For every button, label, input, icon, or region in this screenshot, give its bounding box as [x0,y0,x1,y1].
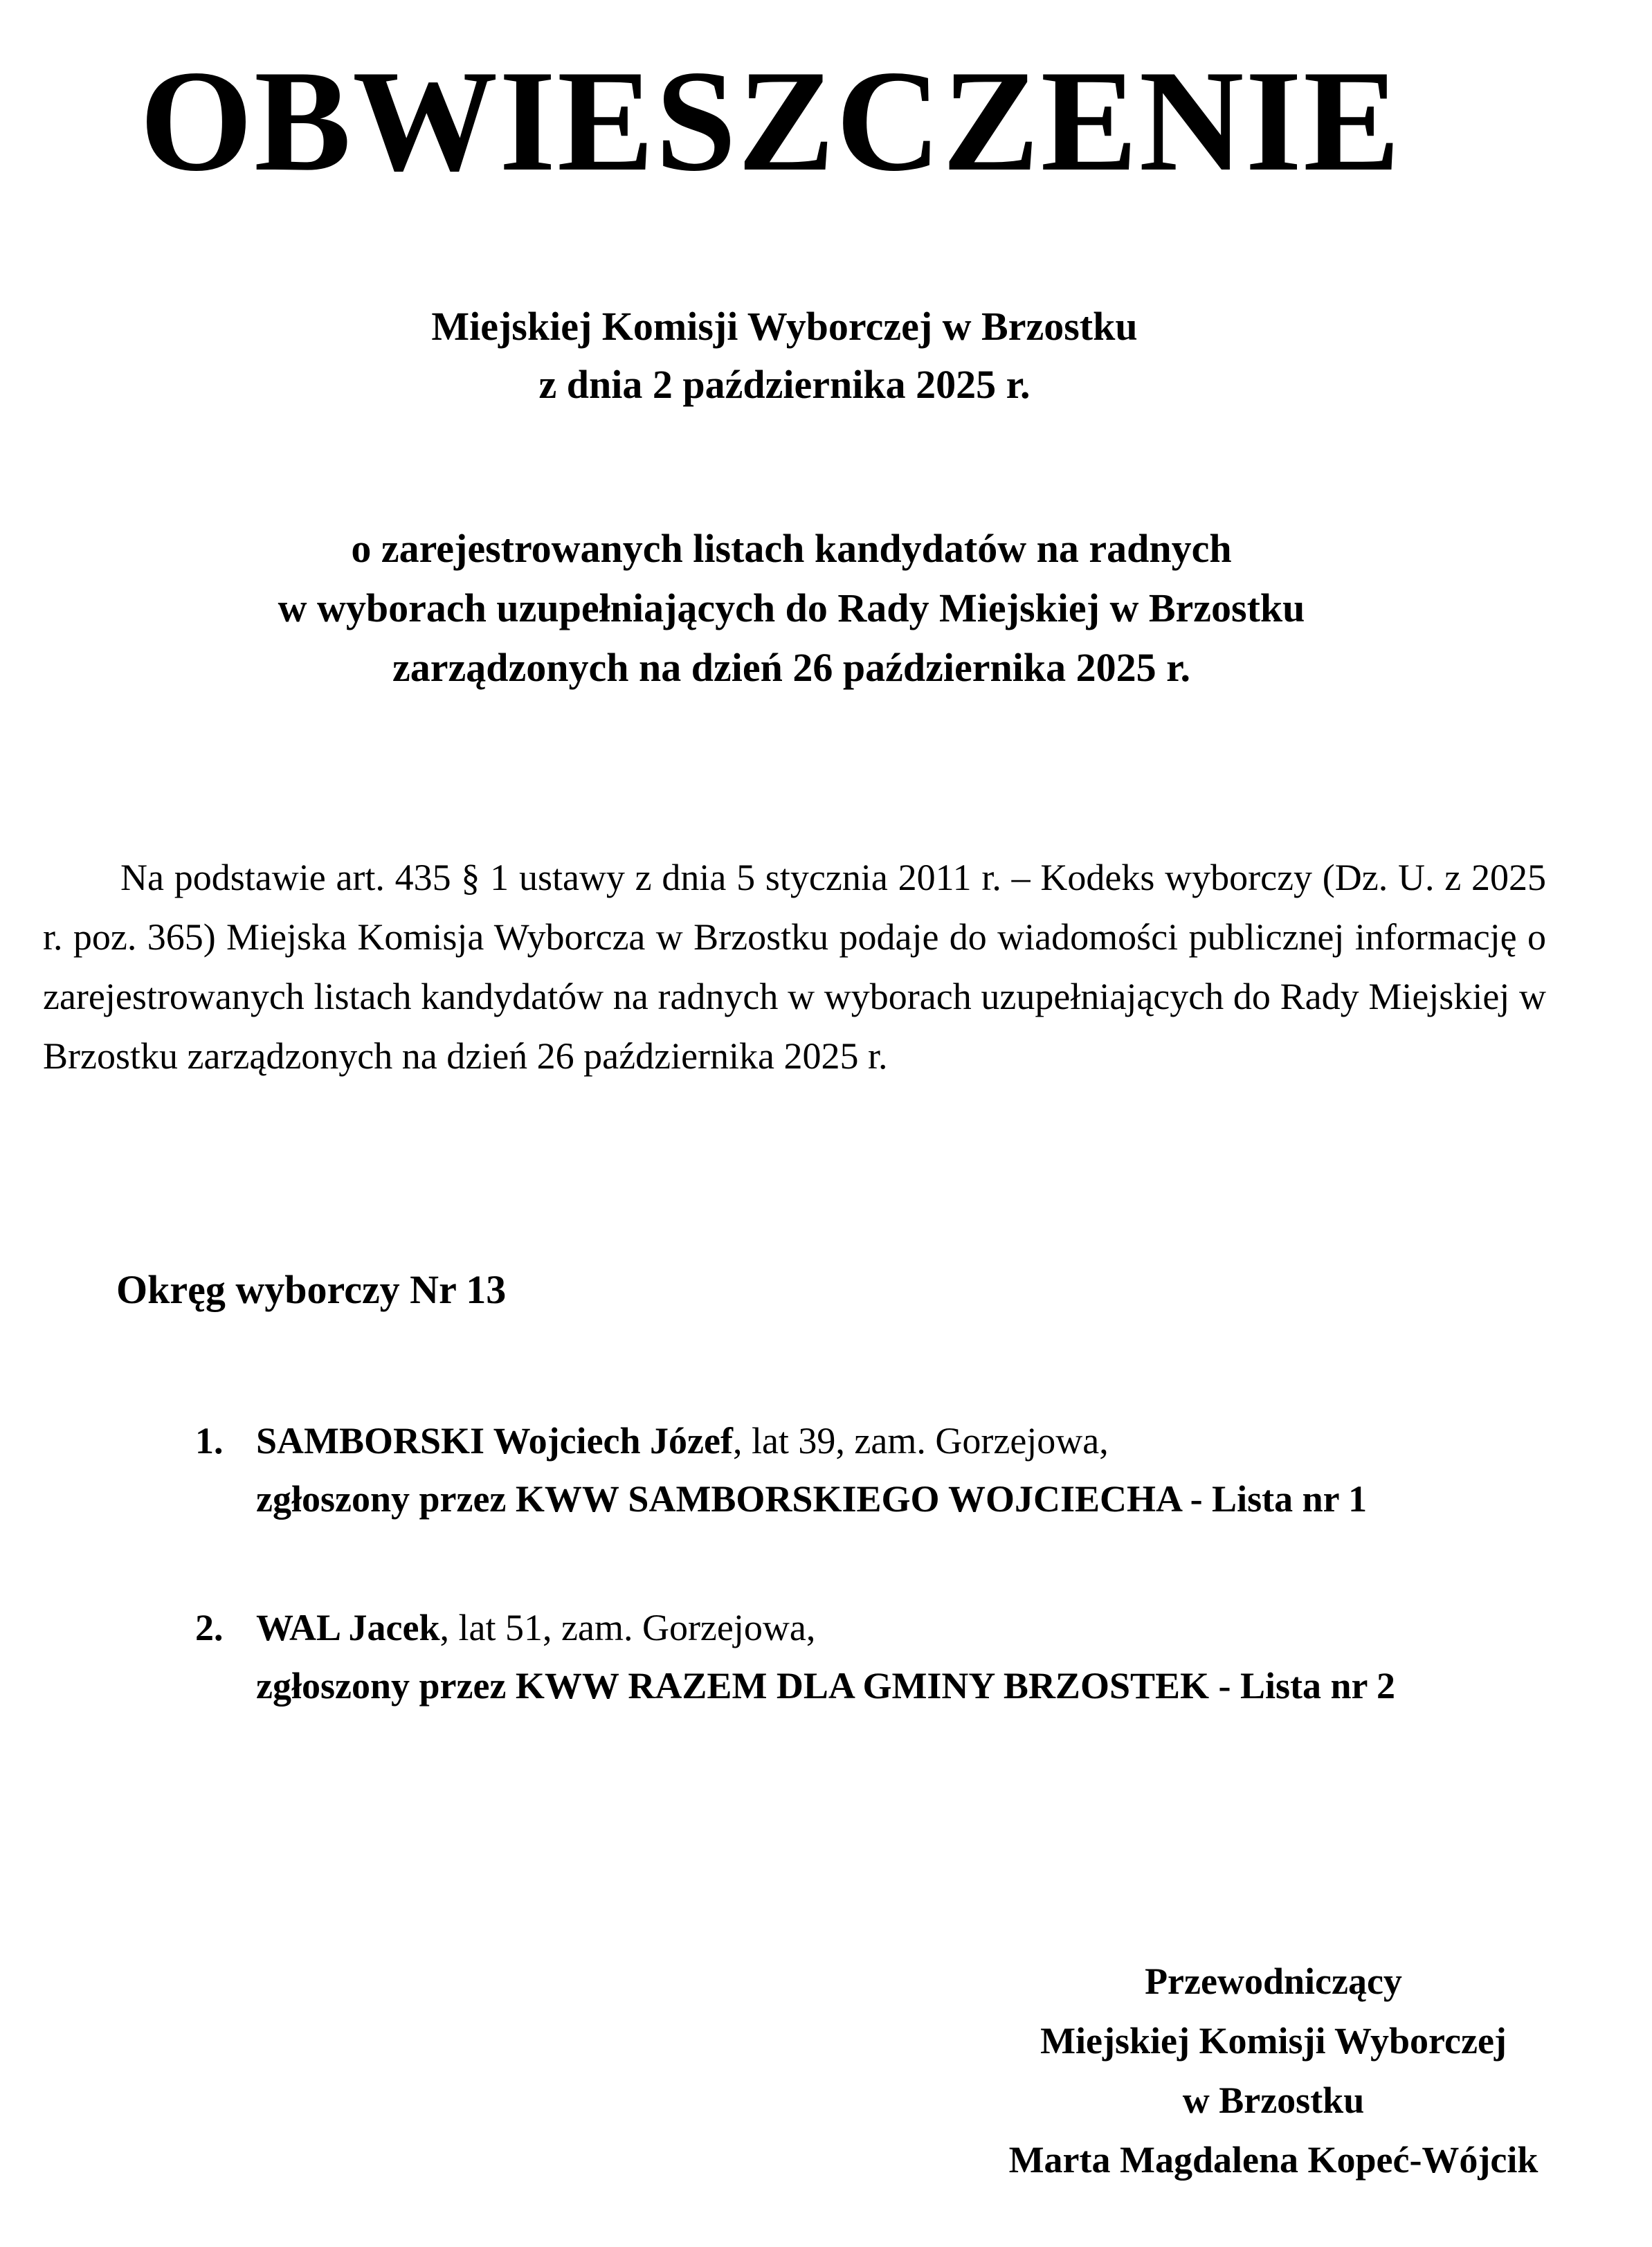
candidate-nominated-by: zgłoszony przez KWW SAMBORSKIEGO WOJCIECHA - Lista nr 1 [256,1478,1368,1520]
subject-line-1: o zarejestrowanych listach kandydatów na radnych [351,526,1232,571]
document-title: OBWIESZCZENIE [139,41,1402,201]
commission-line: Miejskiej Komisji Wyborczej w Brzostku [431,304,1138,349]
signature-body-line-1: Miejskiej Komisji Wyborczej [1040,2020,1507,2062]
candidate-name: WAL Jacek [256,1607,440,1648]
date-line: z dnia 2 października 2025 r. [538,362,1031,407]
signature-name: Marta Magdalena Kopeć-Wójcik [1008,2139,1538,2181]
district-heading: Okręg wyborczy Nr 13 [116,1267,507,1312]
candidate-number: 2. [195,1607,224,1648]
signature-body-line-2: w Brzostku [1182,2080,1365,2121]
subject-block [0,519,1652,698]
subject-line-2: w wyborach uzupełniających do Rady Miejskiej w Brzostku [278,585,1305,630]
candidate-item [195,1599,1579,1715]
candidate-nominated-by: zgłoszony przez KWW RAZEM DLA GMINY BRZOSTEK - Lista nr 2 [256,1665,1396,1707]
candidate-name: SAMBORSKI Wojciech Józef [256,1420,733,1462]
body-paragraph: Na podstawie art. 435 § 1 ustawy z dnia 5 stycznia 2011 r. – Kodeks wyborczy (Dz. U. z 2025 r. poz. 365) Miejska Komisja Wyborcza w Brzostku podaje do wiadomości publicznej informację o zarejestrowanych listach kandydatów na radnych w wyborach uzupełniających do Rady Miejskiej w Brzostku zarządzonych na dzień 26 października 2025 r. [43,857,1546,1077]
candidate-number: 1. [195,1420,224,1462]
candidate-item [195,1412,1579,1528]
signature-role: Przewodniczący [1145,1961,1402,2002]
candidate-details: , lat 51, zam. Gorzejowa, [439,1607,816,1648]
subject-line-3: zarządzonych na dzień 26 października 2025 r. [392,645,1190,690]
signature-block [962,1952,1585,2190]
issuer-block [0,298,1652,414]
candidate-details: , lat 39, zam. Gorzejowa, [732,1420,1109,1462]
